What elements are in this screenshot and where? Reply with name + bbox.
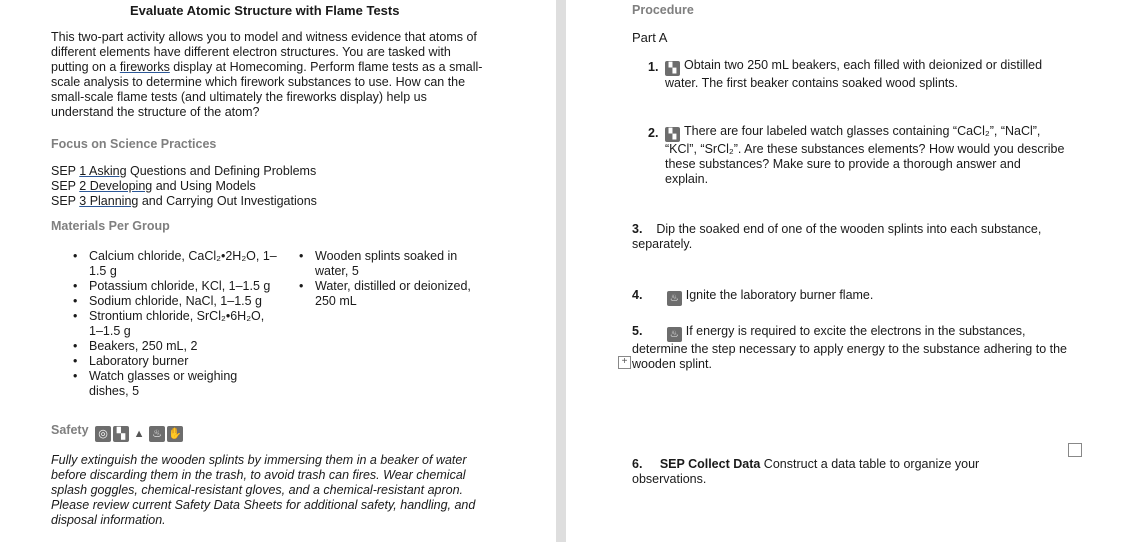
- checkbox[interactable]: [1068, 443, 1082, 457]
- gloves-icon: ✋: [168, 428, 182, 440]
- step-2-number: 2.: [648, 126, 659, 140]
- sep-link-2[interactable]: 2 Developing: [79, 179, 153, 193]
- safety-heading-row: [51, 423, 183, 442]
- document-title: Evaluate Atomic Structure with Flame Tests: [130, 3, 400, 18]
- apron-icon: ▚: [665, 61, 680, 76]
- list-item: • Watch glasses or weighing dishes, 5: [73, 369, 238, 398]
- step-1-number: 1.: [648, 60, 659, 74]
- list-item: • Water, distilled or deionized, 250 mL: [299, 279, 471, 308]
- sep-item-1: SEP 1 Asking Questions and Defining Problems: [51, 164, 317, 178]
- flame-icon: ♨: [667, 291, 682, 306]
- focus-heading: Focus on Science Practices: [51, 137, 217, 151]
- warning-icon: ▲: [131, 426, 147, 442]
- sep-item-2: SEP 2 Developing and Using Models: [51, 179, 256, 193]
- step-6: 6. SEP Collect Data Construct a data table to organize your observations.: [632, 457, 980, 486]
- safety-heading: Safety: [51, 423, 89, 437]
- sep-list: [51, 164, 501, 209]
- list-item: • Potassium chloride, KCl, 1–1.5 g: [73, 279, 271, 293]
- right-page: [566, 0, 1132, 542]
- materials-list-2: [299, 249, 490, 309]
- materials-list-1: [73, 249, 279, 399]
- materials-heading: Materials Per Group: [51, 219, 170, 233]
- left-page: [0, 0, 556, 542]
- list-item: • Sodium chloride, NaCl, 1–1.5 g: [73, 294, 263, 308]
- list-item: • Laboratory burner: [73, 354, 189, 368]
- sep-link-1[interactable]: 1 Asking: [79, 164, 127, 178]
- safety-text: Fully extinguish the wooden splints by immersing them in a beaker of water before discarding them in the trash, to avoid trash can fires. Wear chemical splash goggles, chemical-resistant gloves, and a chemical-resistant apron. Please review current Safety Data Sheets for additional safety, handling, and disposal information.: [51, 453, 476, 527]
- goggles-icon: ◎: [95, 426, 111, 442]
- apron-icon: ▚: [113, 426, 129, 442]
- list-item: • Wooden splints soaked in water, 5: [299, 249, 458, 278]
- flame-icon: ♨: [149, 426, 165, 442]
- sep-link-3[interactable]: 3 Planning: [79, 194, 139, 208]
- step-2: ▚ There are four labeled watch glasses containing “CaCl₂”, “NaCl”, “KCl”, “SrCl₂”. Are these substances elements? How would you describe these substances? Make sure to provide a thorough answer and explain.: [665, 124, 1065, 186]
- list-item: • Strontium chloride, SrCl₂•6H₂O, 1–1.5 g: [73, 309, 265, 338]
- table-move-handle[interactable]: +: [618, 356, 631, 369]
- step-3: 3. Dip the soaked end of one of the wooden splints into each substance, separately.: [632, 222, 1042, 251]
- page-gutter: [556, 0, 566, 542]
- procedure-heading: Procedure: [632, 3, 694, 17]
- safety-icons: [95, 426, 183, 442]
- list-item: • Calcium chloride, CaCl₂•2H₂O, 1–1.5 g: [73, 249, 277, 278]
- intro-text-2: display at Homecoming. Perform flame tests as a small-scale analysis to determine which firework substances to use. How can the small-scale flame tests (and ultimately the fireworks display) help us understand the structure of the atom?: [51, 60, 483, 119]
- part-a-heading: Part A: [632, 30, 668, 45]
- apron-icon: ▚: [665, 127, 680, 142]
- sep-item-3: SEP 3 Planning and Carrying Out Investigations: [51, 194, 317, 208]
- step-5: 5. ♨ If energy is required to excite the electrons in the substances, determine the step necessary to apply energy to the substance adhering to the wooden splint.: [632, 324, 1067, 371]
- flame-icon: ♨: [667, 327, 682, 342]
- list-item: • Beakers, 250 mL, 2: [73, 339, 198, 353]
- step-1: ▚ Obtain two 250 mL beakers, each filled with deionized or distilled water. The first beaker contains soaked wood splints.: [665, 58, 1043, 90]
- fireworks-link[interactable]: fireworks: [119, 60, 170, 74]
- intro-text-1: This two-part activity allows you to model and witness evidence that atoms of different elements have different electron structures. You are tasked with putting on a: [51, 30, 477, 74]
- step-4: 4. ♨ Ignite the laboratory burner flame.: [632, 288, 874, 304]
- intro-paragraph: [51, 30, 491, 120]
